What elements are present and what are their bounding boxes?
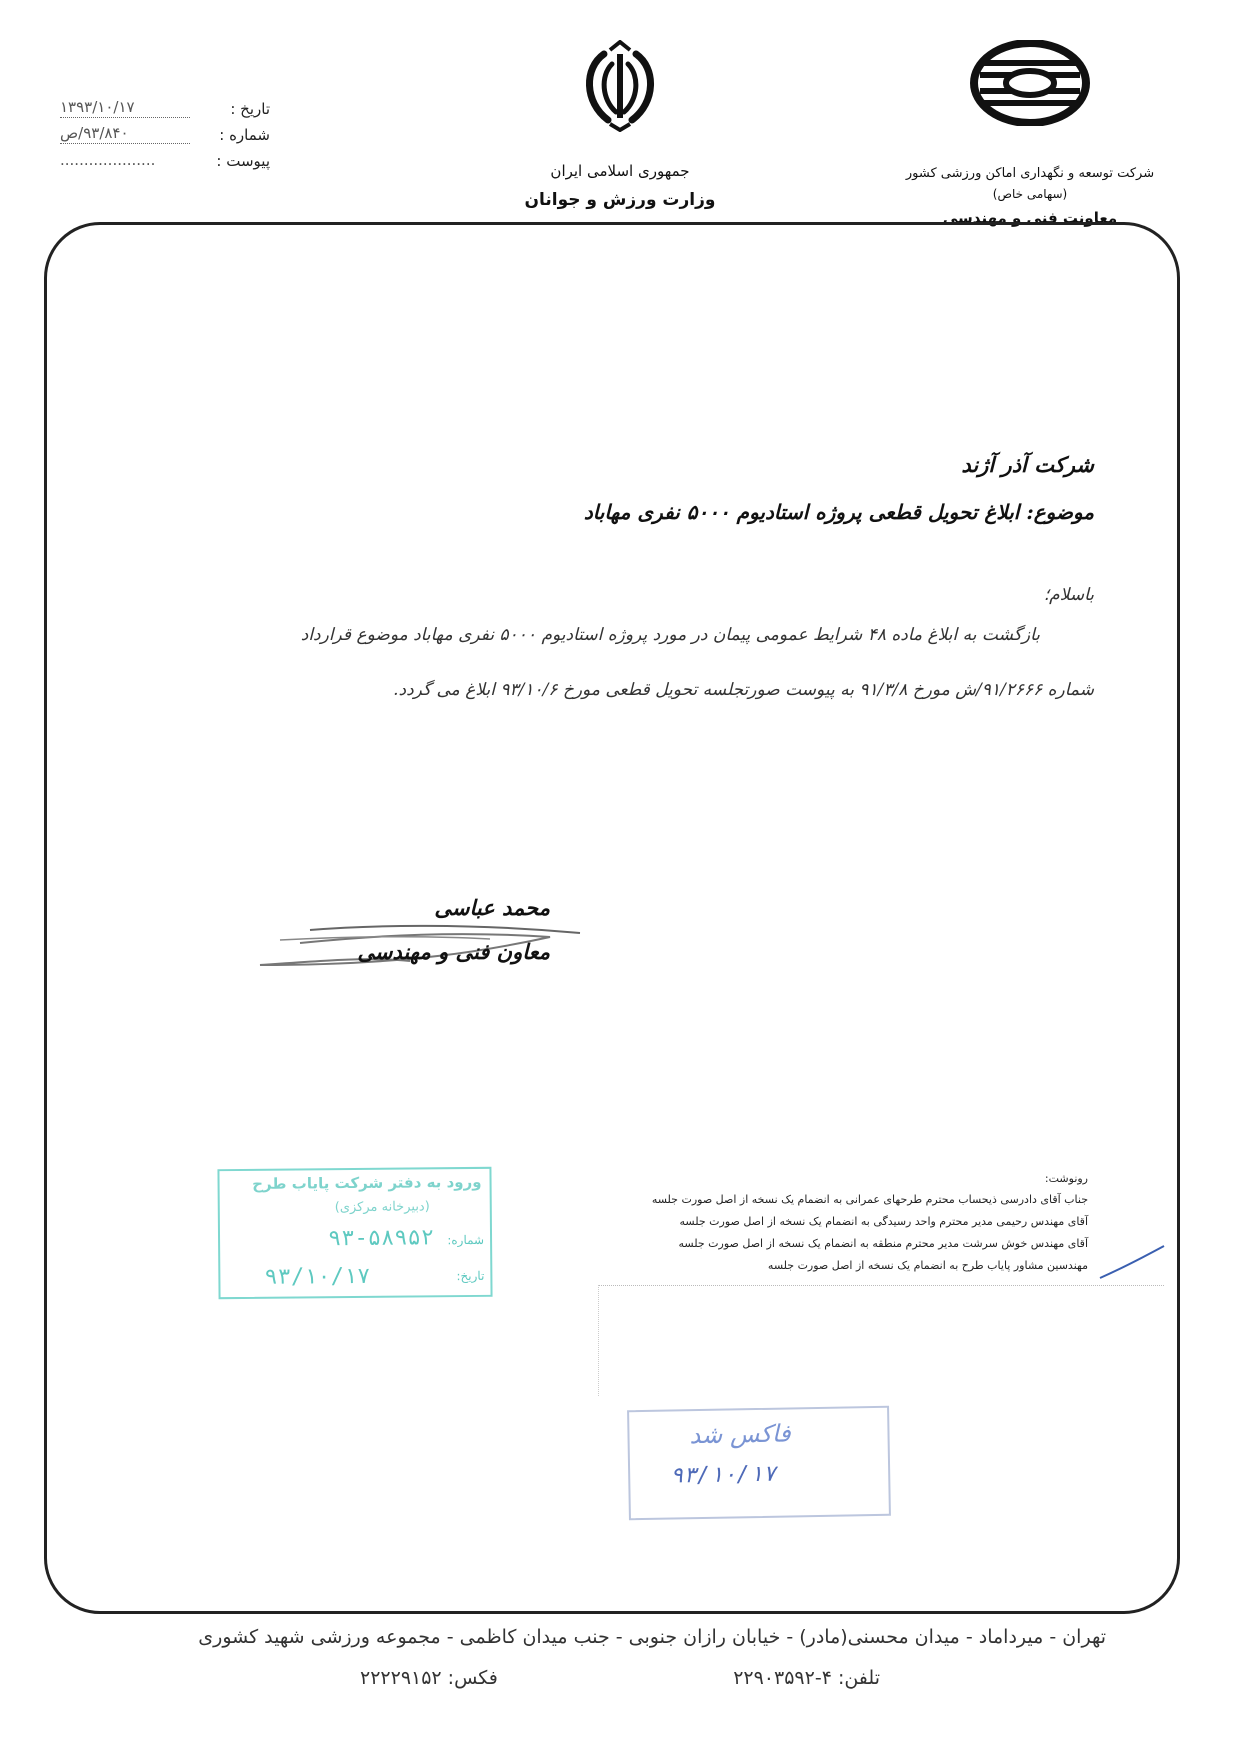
recipient: شرکت آذر آژند <box>961 452 1094 477</box>
date-label: تاریخ : <box>230 100 270 118</box>
date-row <box>60 92 270 118</box>
entry-stamp-date-label: تاریخ: <box>456 1268 485 1284</box>
attachment-row <box>60 144 270 170</box>
letter-meta <box>60 92 270 170</box>
fax-stamp-text: فاکس شد <box>689 1419 791 1450</box>
check-mark-icon <box>1098 1242 1168 1282</box>
cc-line: مهندسین مشاور پایاب طرح به انضمام یک نسخه از اصل صورت جلسه <box>767 1259 1088 1272</box>
company-header <box>880 40 1180 227</box>
deputy-name: معاونت فنی و مهندسی <box>942 209 1118 227</box>
cc-line: آقای مهندس خوش سرشت مدیر محترم منطقه به انضمام یک نسخه از اصل صورت جلسه <box>678 1237 1088 1250</box>
entry-stamp <box>217 1167 492 1299</box>
number-value: ۹۳/۸۴۰/ص <box>60 124 190 144</box>
cc-list <box>528 1172 1088 1277</box>
company-type: (سهامی خاص) <box>992 187 1068 201</box>
country-name: جمهوری اسلامی ایران <box>550 162 690 180</box>
fax-stamp <box>627 1406 891 1521</box>
signature-block <box>250 895 590 1005</box>
date-value: ۱۳۹۳/۱۰/۱۷ <box>60 98 190 118</box>
signatory-title: معاون فنی و مهندسی <box>357 939 550 964</box>
fax-stamp-date: ۹۳/۱۰/۱۷ <box>669 1461 777 1489</box>
entry-stamp-number: ۹۳-۵۸۹۵۲ <box>327 1225 435 1252</box>
government-header <box>505 40 735 210</box>
body-paragraph-1: بازگشت به ابلاغ ماده ۴۸ شرایط عمومی پیمان در مورد پروژه استادیوم ۵۰۰۰ نفری مهاباد موضوع قرارداد <box>300 625 1040 645</box>
ministry-name: وزارت ورزش و جوانان <box>524 190 716 210</box>
cc-title: رونوشت: <box>1044 1172 1088 1185</box>
signatory-name: محمد عباسی <box>434 895 550 920</box>
footer-contacts <box>360 1667 880 1689</box>
iran-emblem-icon <box>570 40 670 132</box>
cc-line: آقای مهندس رحیمی مدیر محترم واحد رسیدگی به انضمام یک نسخه از اصل صورت جلسه <box>679 1215 1088 1228</box>
number-row <box>60 118 270 144</box>
footer-address: تهران - میرداماد - میدان محسنی(مادر) - خیابان رازان جنوبی - جنب میدان کاظمی - مجموعه ورزشی شهید کشوری <box>198 1626 1106 1648</box>
number-label: شماره : <box>219 126 270 144</box>
attachment-value: .................... <box>60 151 156 169</box>
footer-phone: تلفن: ۴-۲۲۹۰۳۵۹۲ <box>733 1667 880 1689</box>
letter-frame <box>44 222 1180 1614</box>
entry-stamp-line-2: (دبیرخانه مرکزی) <box>334 1199 430 1216</box>
footer-fax: فکس: ۲۲۲۲۹۱۵۲ <box>360 1667 498 1689</box>
fax-area <box>598 1285 1164 1396</box>
company-name: شرکت توسعه و نگهداری اماکن ورزشی کشور <box>905 166 1155 181</box>
entry-stamp-line-1: ورود به دفتر شرکت پایاب طرح <box>252 1172 482 1193</box>
subject-line: موضوع: ابلاغ تحویل قطعی پروژه استادیوم ۵۰۰۰ نفری مهاباد <box>583 500 1094 524</box>
entry-stamp-number-label: شماره: <box>447 1232 485 1248</box>
greeting: باسلام؛ <box>1043 585 1094 605</box>
attachment-label: پیوست : <box>216 152 270 170</box>
body-paragraph-2: شماره ۹۱/۲۶۶۶/ش مورخ ۹۱/۳/۸ به پیوست صورتجلسه تحویل قطعی مورخ ۹۳/۱۰/۶ ابلاغ می گردد. <box>393 680 1094 700</box>
company-logo-icon <box>970 40 1090 126</box>
cc-line: جناب آقای دادرسی ذیحساب محترم طرحهای عمرانی به انضمام یک نسخه از اصل صورت جلسه <box>651 1193 1088 1206</box>
entry-stamp-date: ۹۳/۱۰/۱۷ <box>264 1263 371 1290</box>
